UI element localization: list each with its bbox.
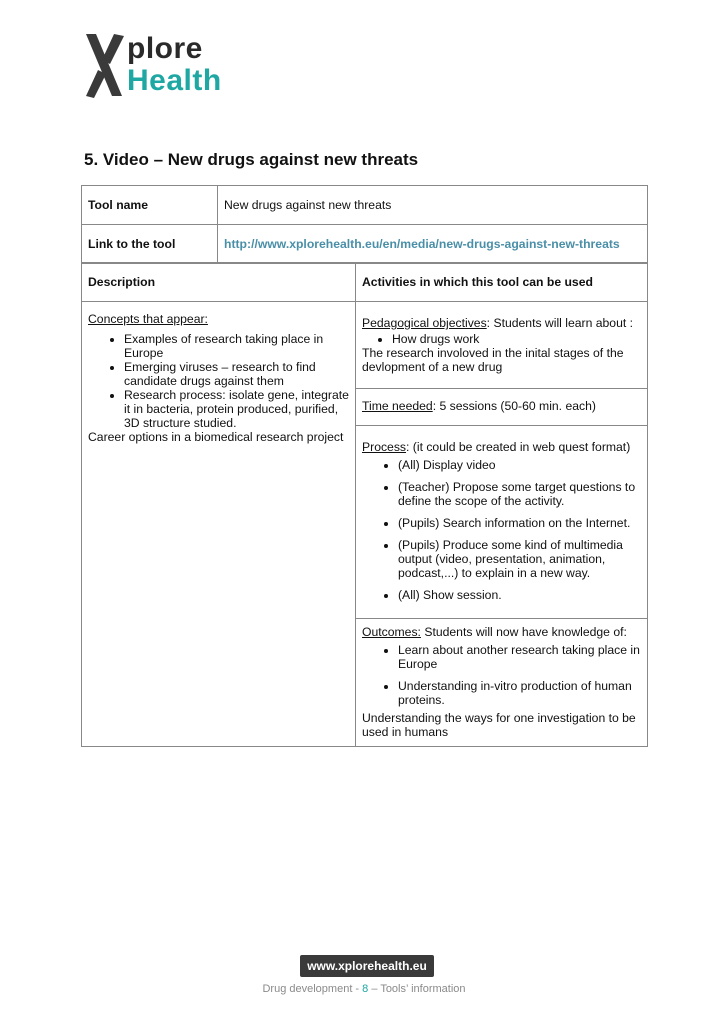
outcomes-cell bbox=[356, 619, 648, 747]
career-text: Career options in a biomedical research project bbox=[88, 430, 344, 444]
time-label: Time needed bbox=[362, 399, 433, 413]
list-item: • Understanding in-vitro production of human proteins. bbox=[398, 679, 641, 707]
process-cell bbox=[356, 426, 648, 619]
table-row bbox=[82, 302, 648, 389]
list-item: • Learn about another research taking place in Europe bbox=[398, 643, 641, 671]
pedagogical-list bbox=[362, 332, 641, 346]
activities-header: Activities in which this tool can be used bbox=[356, 263, 648, 302]
pedagogical-cell bbox=[356, 302, 648, 389]
outcomes-text: Students will now have knowledge of: bbox=[420, 625, 627, 639]
list-item: • Examples of research taking place in Europe bbox=[124, 332, 349, 360]
list-item: • (Pupils) Search information on the Internet. bbox=[398, 516, 641, 530]
table-row bbox=[82, 225, 648, 264]
list-item: • (All) Display video bbox=[398, 458, 641, 472]
list-item: • How drugs work bbox=[392, 332, 641, 346]
pedagogical-label: Pedagogical objectives bbox=[362, 316, 487, 330]
description-table bbox=[81, 262, 648, 747]
description-header: Description bbox=[82, 263, 356, 302]
tool-link[interactable]: http://www.xplorehealth.eu/en/media/new-drugs-against-new-threats bbox=[218, 225, 648, 264]
table-row bbox=[82, 186, 648, 225]
logo-word-health: Health bbox=[127, 64, 222, 97]
time-cell bbox=[356, 389, 648, 426]
logo-word-plore: plore bbox=[127, 32, 203, 65]
concepts-list bbox=[88, 332, 349, 430]
xplore-health-logo bbox=[82, 30, 232, 102]
link-label: Link to the tool bbox=[82, 225, 218, 264]
process-list bbox=[362, 458, 641, 602]
table-header-row bbox=[82, 263, 648, 302]
description-cell bbox=[82, 302, 356, 747]
website-badge: www.xplorehealth.eu bbox=[300, 955, 434, 977]
list-item: • (All) Show session. bbox=[398, 588, 641, 602]
list-item: • (Teacher) Propose some target questions to define the scope of the activity. bbox=[398, 480, 641, 508]
outcomes-list bbox=[362, 643, 641, 707]
process-text: : (it could be created in web quest format) bbox=[406, 440, 631, 454]
outcomes-label: Outcomes: bbox=[362, 625, 421, 639]
x-logo-icon bbox=[82, 30, 126, 102]
footer-text-right: – Tools’ information bbox=[368, 983, 466, 995]
tool-name-value: New drugs against new threats bbox=[218, 186, 648, 225]
concepts-label: Concepts that appear: bbox=[88, 312, 208, 326]
tool-name-label: Tool name bbox=[82, 186, 218, 225]
outcomes-after: Understanding the ways for one investigation to be used in humans bbox=[362, 711, 636, 739]
section-title: 5. Video – New drugs against new threats bbox=[84, 150, 419, 169]
list-item: • Research process: isolate gene, integrate it in bacteria, protein produced, purified, 3D structure studied. bbox=[124, 388, 349, 430]
process-label: Process bbox=[362, 440, 407, 454]
tool-info-table bbox=[81, 185, 648, 264]
pedagogical-text: : Students will learn about : bbox=[486, 316, 634, 330]
pedagogical-after: The research involoved in the inital stages of the devlopment of a new drug bbox=[362, 346, 624, 374]
time-text: : 5 sessions (50-60 min. each) bbox=[432, 399, 596, 413]
footer-text-left: Drug development - bbox=[262, 983, 363, 995]
list-item: • Emerging viruses – research to find candidate drugs against them bbox=[124, 360, 349, 388]
page-footer bbox=[0, 983, 728, 995]
list-item: • (Pupils) Produce some kind of multimedia output (video, presentation, animation, podcast,...) to explain in a new way. bbox=[398, 538, 641, 580]
page-number: 8 bbox=[362, 983, 369, 995]
